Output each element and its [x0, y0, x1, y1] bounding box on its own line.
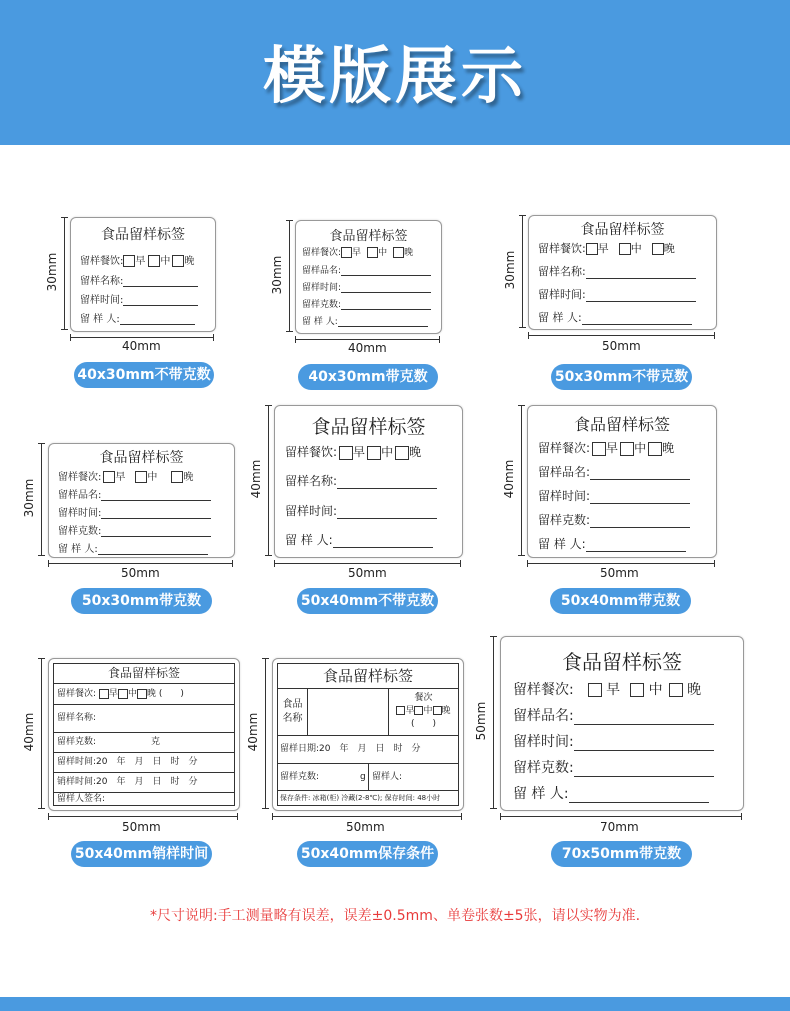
- width-label: 50mm: [602, 339, 641, 353]
- caption-pill: 50x40mm带克数: [550, 588, 691, 614]
- caption-pill: 50x40mm不带克数: [297, 588, 438, 614]
- person-row: 留 样 人:: [302, 314, 428, 327]
- name-row: 留样名称:: [54, 705, 234, 733]
- width-dimension: [527, 563, 715, 564]
- sell-time-row: 销样时间:20 年 月 日 时 分: [54, 773, 234, 793]
- person-row: 留 样 人:: [285, 531, 433, 548]
- height-label: 50mm: [474, 701, 488, 741]
- label-title: 食品留样标签: [573, 415, 670, 434]
- caption-pill: 70x50mm带克数: [551, 841, 692, 867]
- width-label: 50mm: [346, 820, 385, 834]
- time-row: 留样时间:: [58, 504, 211, 519]
- label-title: 食品留样标签: [278, 664, 458, 689]
- meal-row: 留样餐次: 早 中 晚: [58, 472, 194, 483]
- time-row: 留样时间:: [513, 731, 714, 751]
- width-label: 40mm: [122, 339, 161, 353]
- caption-pill: 40x30mm不带克数: [74, 362, 214, 388]
- label-card: [295, 220, 442, 334]
- width-label: 50mm: [121, 566, 160, 580]
- width-dimension: [528, 335, 715, 336]
- width-dimension: [70, 337, 214, 338]
- label-title: 食品留样标签: [101, 227, 185, 243]
- height-dimension: [289, 220, 290, 332]
- weight-row: 留样克数:: [302, 297, 431, 310]
- time-row: 留样时间:: [285, 502, 437, 519]
- name-row: 留样品名:: [302, 263, 431, 276]
- width-dimension: [272, 816, 462, 817]
- width-dimension: [48, 563, 233, 564]
- label-table: [277, 663, 459, 806]
- time-row: 留样时间:: [538, 487, 690, 504]
- height-dimension: [493, 636, 494, 809]
- person-row: 留 样 人:: [538, 309, 692, 325]
- label-title: 食品留样标签: [99, 450, 184, 466]
- height-label: 40mm: [246, 712, 260, 752]
- meal-row: 留样餐次: 早 中 晚: [513, 682, 702, 698]
- height-label: 30mm: [270, 255, 284, 295]
- height-label: 40mm: [22, 712, 36, 752]
- label-card: [70, 217, 216, 332]
- person-row: 留 样 人:: [538, 535, 686, 552]
- time-row: 留样时间:: [302, 280, 431, 293]
- weight-row: 留样克数:: [538, 511, 690, 528]
- weight-row: 留样克数:: [513, 757, 714, 777]
- caption-pill: 50x40mm保存条件: [297, 841, 438, 867]
- food-row: [278, 689, 458, 736]
- width-label: 50mm: [600, 566, 639, 580]
- label-card: [48, 443, 235, 558]
- time-row: 留样时间:: [538, 286, 696, 302]
- label-card: [527, 405, 717, 558]
- label-table: [53, 663, 235, 806]
- caption-pill: 50x30mm不带克数: [551, 364, 692, 390]
- label-title: 食品留样标签: [580, 222, 665, 238]
- meal-cell: 餐次 早 中 晚 ( ): [388, 689, 458, 735]
- label-card: [500, 636, 744, 811]
- width-label: 70mm: [600, 820, 639, 834]
- label-card: [274, 405, 463, 558]
- width-label: 50mm: [122, 820, 161, 834]
- height-label: 30mm: [22, 478, 36, 518]
- header-banner: [0, 0, 790, 145]
- meal-row: 留样餐次: 早 中 晚 ( ): [54, 684, 234, 705]
- name-row: 留样名称:: [538, 263, 696, 279]
- height-dimension: [268, 405, 269, 556]
- width-label: 40mm: [348, 341, 387, 355]
- name-row: 留样名称:: [285, 472, 437, 489]
- label-title: 食品留样标签: [311, 416, 426, 438]
- meal-row: 留样餐次: 早 中 晚: [538, 441, 675, 455]
- width-dimension: [295, 339, 440, 340]
- name-row: 留样品名:: [58, 486, 211, 501]
- weight-row: 留样克数:: [58, 522, 211, 537]
- height-dimension: [521, 405, 522, 556]
- person-row: 留 样 人:: [80, 310, 195, 325]
- label-card: [48, 658, 240, 811]
- label-title: 食品留样标签: [329, 229, 408, 244]
- height-dimension: [522, 215, 523, 328]
- height-label: 40mm: [502, 459, 516, 499]
- height-dimension: [64, 217, 65, 330]
- person-row: 留 样 人:: [58, 540, 208, 555]
- date-row: 留样日期:20 年 月 日 时 分: [278, 736, 458, 764]
- weight-row: 留样克数: 克: [54, 733, 234, 753]
- width-dimension: [274, 563, 461, 564]
- meal-row: 留样餐次: 早 中 晚: [302, 248, 414, 258]
- caption-pill: 40x30mm带克数: [298, 364, 438, 390]
- time-row: 留样时间:: [80, 291, 198, 306]
- caption-pill: 50x30mm带克数: [71, 588, 212, 614]
- height-dimension: [41, 443, 42, 556]
- sign-row: 留样人签名:: [57, 794, 106, 804]
- height-dimension: [265, 658, 266, 809]
- footer-bar: [0, 997, 790, 1011]
- name-row: 留样品名:: [513, 705, 714, 725]
- caption-pill: 50x40mm销样时间: [71, 841, 212, 867]
- height-dimension: [41, 658, 42, 809]
- height-label: 30mm: [503, 250, 517, 290]
- size-note: *尺寸说明:手工测量略有误差，误差±0.5mm、单卷张数±5张，请以实物为准.: [149, 908, 641, 924]
- meal-row: 留样餐饮: 早 中 晚: [538, 242, 675, 255]
- width-dimension: [500, 816, 742, 817]
- label-title: 食品留样标签: [54, 664, 234, 684]
- meal-row: 留样餐饮: 早 中 晚: [285, 445, 422, 459]
- person-row: 留 样 人:: [513, 783, 709, 803]
- name-row: 留样品名:: [538, 463, 690, 480]
- label-title: 食品留样标签: [562, 650, 682, 674]
- label-card: [272, 658, 464, 811]
- weight-person-row: 留样克数: g 留样人:: [278, 764, 458, 791]
- height-label: 40mm: [249, 459, 263, 499]
- meal-row: 留样餐饮: 早 中 晚: [80, 256, 195, 267]
- height-label: 30mm: [45, 252, 59, 292]
- food-name-cell: 食品 名称: [278, 689, 308, 735]
- page-title: 模版展示: [262, 39, 527, 112]
- width-dimension: [48, 816, 238, 817]
- storage-row: 保存条件: 冰箱(柜) 冷藏(2-8℃); 保存时间: 48小时: [280, 794, 441, 802]
- label-card: [528, 215, 717, 330]
- width-label: 50mm: [348, 566, 387, 580]
- name-row: 留样名称:: [80, 272, 198, 287]
- time-row: 留样时间:20 年 月 日 时 分: [54, 753, 234, 773]
